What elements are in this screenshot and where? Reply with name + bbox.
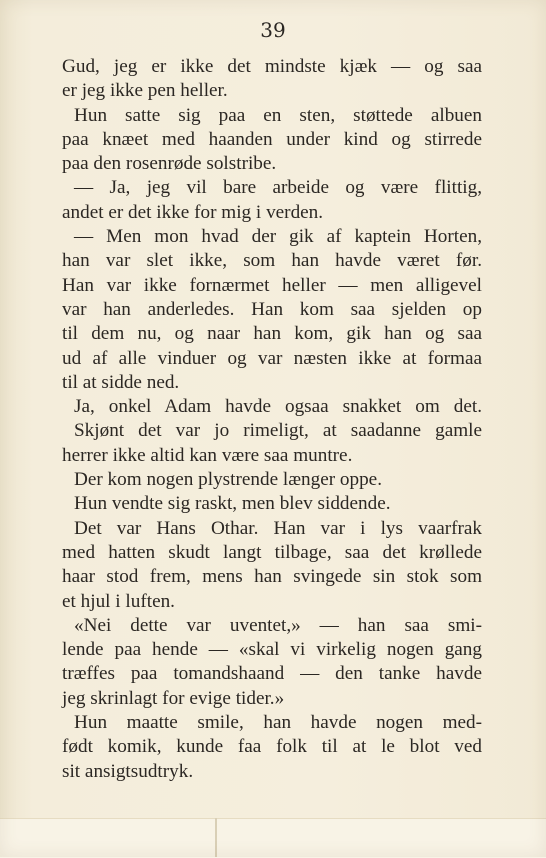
text-line: «Nei dette var uventet,» — han saa smi-	[74, 614, 482, 636]
text-line: Det var Hans Othar. Han var i lys vaarfrak	[74, 517, 482, 539]
text-line: paa knæet med haanden under kind og stirrede	[62, 128, 482, 150]
text-line: Skjønt det var jo rimeligt, at saadanne gamle	[74, 420, 482, 442]
text-line: Der kom nogen plystrende længer oppe.	[74, 469, 382, 491]
text-line: — Men mon hvad der gik af kaptein Horten,	[74, 226, 482, 248]
text-line: er jeg ikke pen heller.	[62, 80, 228, 102]
text-line: — Ja, jeg vil bare arbeide og være flittig,	[74, 177, 482, 199]
text-line: lende paa hende — «skal vi virkelig nogen gang	[62, 639, 482, 661]
text-line: født komik, kunde faa folk til at le blot ved	[62, 736, 482, 758]
text-line: ud af alle vinduer og var næsten ikke at formaa	[62, 347, 482, 369]
text-line: paa den rosenrøde solstribe.	[62, 153, 277, 175]
text-line: haar stod frem, mens han svingede sin stok som	[62, 566, 482, 588]
text-line: Hun satte sig paa en sten, støttede albuen	[74, 104, 482, 126]
text-line: træffes paa tomandshaand — den tanke havde	[62, 663, 482, 685]
scan-edge-mark	[215, 818, 217, 857]
text-line: et hjul i luften.	[62, 590, 175, 612]
text-line: andet er det ikke for mig i verden.	[62, 201, 324, 223]
text-line: Han var ikke fornærmet heller — men alligevel	[62, 274, 482, 296]
text-line: han var slet ikke, som han havde været før.	[62, 250, 482, 272]
text-line: til at sidde ned.	[62, 371, 180, 393]
text-line: med hatten skudt langt tilbage, saa det krøllede	[62, 541, 482, 563]
page-number: 39	[260, 18, 286, 42]
text-line: var han anderledes. Han kom saa sjelden op	[62, 298, 482, 320]
text-line: Hun vendte sig raskt, men blev siddende.	[74, 493, 391, 515]
text-line: Ja, onkel Adam havde ogsaa snakket om det.	[74, 396, 482, 418]
text-line: til dem nu, og naar han kom, gik han og saa	[62, 323, 482, 345]
text-line: jeg skrinlagt for evige tider.»	[62, 687, 285, 709]
text-line: Gud, jeg er ikke det mindste kjæk — og saa	[62, 56, 482, 77]
page-bottom-margin	[0, 818, 546, 858]
body-text	[62, 55, 482, 784]
text-line: Hun maatte smile, han havde nogen med-	[74, 712, 482, 734]
text-line: herrer ikke altid kan være saa muntre.	[62, 444, 353, 466]
text-line: sit ansigtsudtryk.	[62, 760, 194, 782]
